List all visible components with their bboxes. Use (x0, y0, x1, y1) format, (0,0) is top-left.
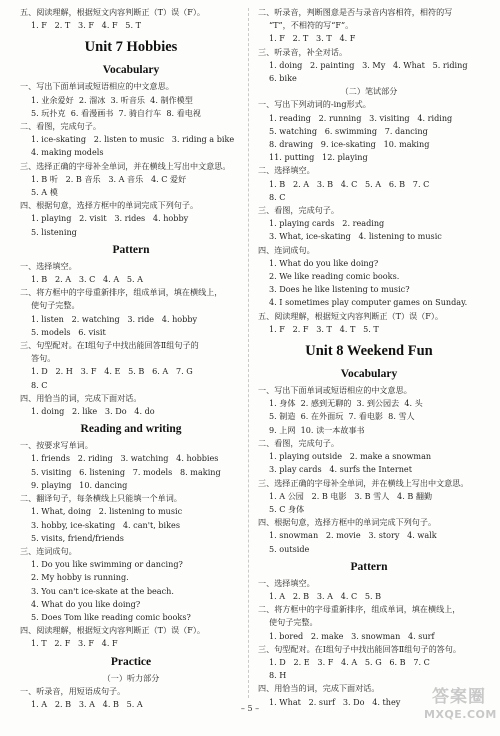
question-heading: 三、听录音，补全对话。 (258, 46, 348, 57)
answer-line: 1. reading 2. running 3. visiting 4. riding (269, 112, 453, 123)
question-heading: 一、写出下面单词或短语相应的中文意思。 (258, 385, 412, 396)
answer-line: 5. listening (31, 226, 77, 237)
question-heading: 三、选择正确的字母补全单词，并在横线上写出中文意思。 (258, 477, 469, 488)
question-heading: 三、句型配对。在Ⅰ组句子中找出能回答Ⅱ组句子的 (20, 340, 199, 351)
answer-line: 1. playing cards 2. reading (269, 218, 385, 229)
answer-line: 1. What 2. surf 3. Do 4. they (269, 696, 401, 707)
answer-line: 1. A 公园 2. B 电影 3. B 雪人 4. B 翻勤 (269, 490, 433, 501)
subsection-title: （二）笔试部分 (340, 86, 398, 97)
answer-line: 1. A 2. B 3. A 4. B 5. A (31, 698, 143, 709)
question-heading: 三、句型配对。在Ⅰ组句子中找出能回答Ⅱ组句子的答句。 (258, 643, 461, 654)
answer-line: 5. Does Tom like reading comic books? (31, 611, 191, 622)
question-heading: 五、阅读理解，根据短文内容判断正（T）误（F）。 (258, 310, 444, 321)
right-column (258, 6, 480, 709)
question-heading: 二、听录音，判断图意是否与录音内容相符，相符的写 (258, 7, 453, 17)
answer-line: 1. snowman 2. movie 3. story 4. walk (269, 530, 437, 541)
question-heading: 二、看图，完成句子。 (20, 121, 101, 132)
answer-line: 1. friends 2. riding 3. watching 4. hobbies (31, 453, 219, 464)
watermark-logo: 答案圈 MXQE.COM (424, 687, 497, 721)
question-heading: 二、将方框中的字母重新排序，组成单词，填在横线上， (258, 604, 461, 615)
question-heading: 二、翻译句子，每条横线上只能填一个单词。 (20, 493, 182, 504)
answer-line: 1. 业余爱好 2. 溜冰 3. 听音乐 4. 制作模型 (31, 94, 193, 105)
answer-line: 1. 身体 2. 感到无聊的 3. 到公园去 4. 头 (269, 398, 423, 409)
left-column (20, 6, 242, 711)
answer-line: 6. bike (269, 73, 297, 84)
answer-line: 1. doing 2. like 3. Do 4. do (31, 406, 155, 417)
question-heading: 五、阅读理解，根据短文内容判断正（T）误（F）。 (20, 7, 206, 17)
question-heading: 四、根据句意，选择方框中的单词完成下列句子。 (20, 200, 199, 211)
question-heading: 三、连词成句。 (20, 545, 77, 556)
answer-line: 4. making models (31, 147, 104, 158)
answer-line: 1. B 2. A 3. B 4. C 5. A 6. B 7. C (269, 178, 430, 189)
answer-line: 使句子完整。 (31, 300, 80, 311)
question-heading: 四、阅读理解，根据短文内容判断正（T）误（F）。 (20, 625, 206, 636)
answer-line: 9. playing 10. dancing (31, 479, 128, 490)
column-divider (248, 8, 249, 698)
answer-line: 5. watching 6. swimming 7. dancing (269, 125, 428, 136)
unit-title: Unit 8 Weekend Fun (305, 343, 433, 360)
question-heading: 一、写出下列动词的-ing形式。 (258, 99, 371, 110)
question-heading: 四、用恰当的词，完成下面对话。 (20, 392, 142, 403)
question-heading: 四、根据句意，选择方框中的单词完成下列句子。 (258, 517, 437, 528)
answer-line: 3. You can't ice-skate at the beach. (31, 585, 174, 596)
answer-line: 1. T 2. F 3. F 4. F (31, 638, 118, 649)
answer-line: 4. What do you like doing? (31, 598, 141, 609)
answer-line: 1. playing 2. visit 3. rides 4. hobby (31, 213, 189, 224)
question-heading: 四、连词成句。 (258, 244, 315, 255)
section-title: Reading and writing (80, 423, 182, 436)
answer-line: 1. B 听 2. B 音乐 3. A 音乐 4. C 爱好 (31, 173, 187, 184)
question-heading: 一、选择填空。 (258, 577, 315, 588)
answer-line: 4. I sometimes play computer games on Sunday. (269, 297, 468, 308)
answer-line: 3. play cards 4. surfs the Internet (269, 464, 412, 475)
answer-line: 3. Does he like listening to music? (269, 284, 410, 295)
question-heading: 二、将方框中的字母重新排序，组成单词，填在横线上， (20, 287, 223, 298)
answer-line: 1. D 2. H 3. F 4. E 5. B 6. A 7. G (31, 366, 193, 377)
question-heading: 二、看图，完成句子。 (258, 437, 339, 448)
answer-line: 3. hobby, ice-skating 4. can't, bikes (31, 519, 180, 530)
section-title: Practice (110, 655, 152, 668)
section-title: Vocabulary (102, 64, 160, 77)
answer-line: 1. F 2. T 3. T 4. F (269, 33, 356, 44)
answer-line: 2. My hobby is running. (31, 572, 129, 583)
page-number: – 5 – (240, 704, 260, 713)
answer-line: 1. listen 2. watching 3. ride 4. hobby (31, 313, 198, 324)
answer-line: 11. putting 12. playing (269, 152, 368, 163)
answer-line: 5. visiting 6. listening 7. models 8. making (31, 466, 221, 477)
section-title: Vocabulary (340, 368, 398, 381)
subsection-title: （一）听力部分 (102, 672, 160, 683)
question-heading: 三、看图，完成句子。 (258, 205, 339, 216)
answer-line: 1. playing outside 2. make a snowman (269, 451, 432, 462)
answer-line: 5. 制造 6. 在外面玩 7. 看电影 8. 雪人 (269, 411, 415, 422)
question-heading: 一、听录音，用短语成句子。 (20, 685, 126, 696)
answer-line: 2. We like reading comic books. (269, 271, 400, 282)
answer-line: 1. What, doing 2. listening to music (31, 506, 183, 517)
answer-line: 5. outside (269, 543, 310, 554)
answer-line: 1. ice-skating 2. listen to music 3. riding a bike (31, 134, 235, 145)
question-heading: 一、按要求写单词。 (20, 440, 93, 451)
answer-line: 答句。 (31, 353, 56, 364)
question-heading: 二、选择填空。 (258, 165, 315, 176)
answer-line: 1. F 2. T 3. F 4. F 5. T (31, 20, 141, 31)
answer-line: 5. models 6. visit (31, 326, 106, 337)
answer-line: 1. D 2. E 3. F 4. A 5. G 6. B 7. C (269, 656, 430, 667)
answer-line: 5. visits, friend/friends (31, 532, 124, 543)
answer-line: 5. A 模 (31, 187, 58, 198)
answer-line: 8. C (269, 191, 286, 202)
answer-line: “T”，不相符的写“F”。 (269, 20, 354, 31)
answer-line: 1. bored 2. make 3. snowman 4. surf (269, 630, 435, 641)
answer-line: 1. A 2. B 3. A 4. C 5. B (269, 590, 382, 601)
answer-line: 8. H (269, 670, 287, 681)
section-title: Pattern (112, 243, 150, 256)
unit-title: Unit 7 Hobbies (84, 39, 178, 56)
answer-line: 5. 玩扑克 6. 看漫画书 7. 骑自行车 8. 看电视 (31, 107, 201, 118)
question-heading: 一、写出下面单词或短语相应的中文意思。 (20, 81, 174, 92)
question-heading: 一、选择填空。 (20, 260, 77, 271)
answer-line: 1. F 2. F 3. T 4. T 5. T (269, 323, 379, 334)
section-title: Pattern (350, 560, 388, 573)
answer-line: 8. C (31, 379, 48, 390)
answer-line: 3. What, ice-skating 4. listening to music (269, 231, 442, 242)
answer-line: 1. B 2. A 3. C 4. A 5. A (31, 274, 144, 285)
question-heading: 四、用恰当的词，完成下面对话。 (258, 683, 380, 694)
answer-line: 9. 上网 10. 读一本故事书 (269, 424, 365, 435)
question-heading: 三、选择正确的字母补全单词，并在横线上写出中文意思。 (20, 160, 231, 171)
answer-line: 使句子完整。 (269, 617, 318, 628)
answer-line: 1. doing 2. painting 3. My 4. What 5. riding (269, 59, 468, 70)
answer-line: 5. C 身体 (269, 503, 305, 514)
answer-line: 1. What do you like doing? (269, 257, 379, 268)
answer-line: 8. drawing 9. ice-skating 10. making (269, 139, 430, 150)
answer-line: 1. Do you like swimming or dancing? (31, 559, 183, 570)
